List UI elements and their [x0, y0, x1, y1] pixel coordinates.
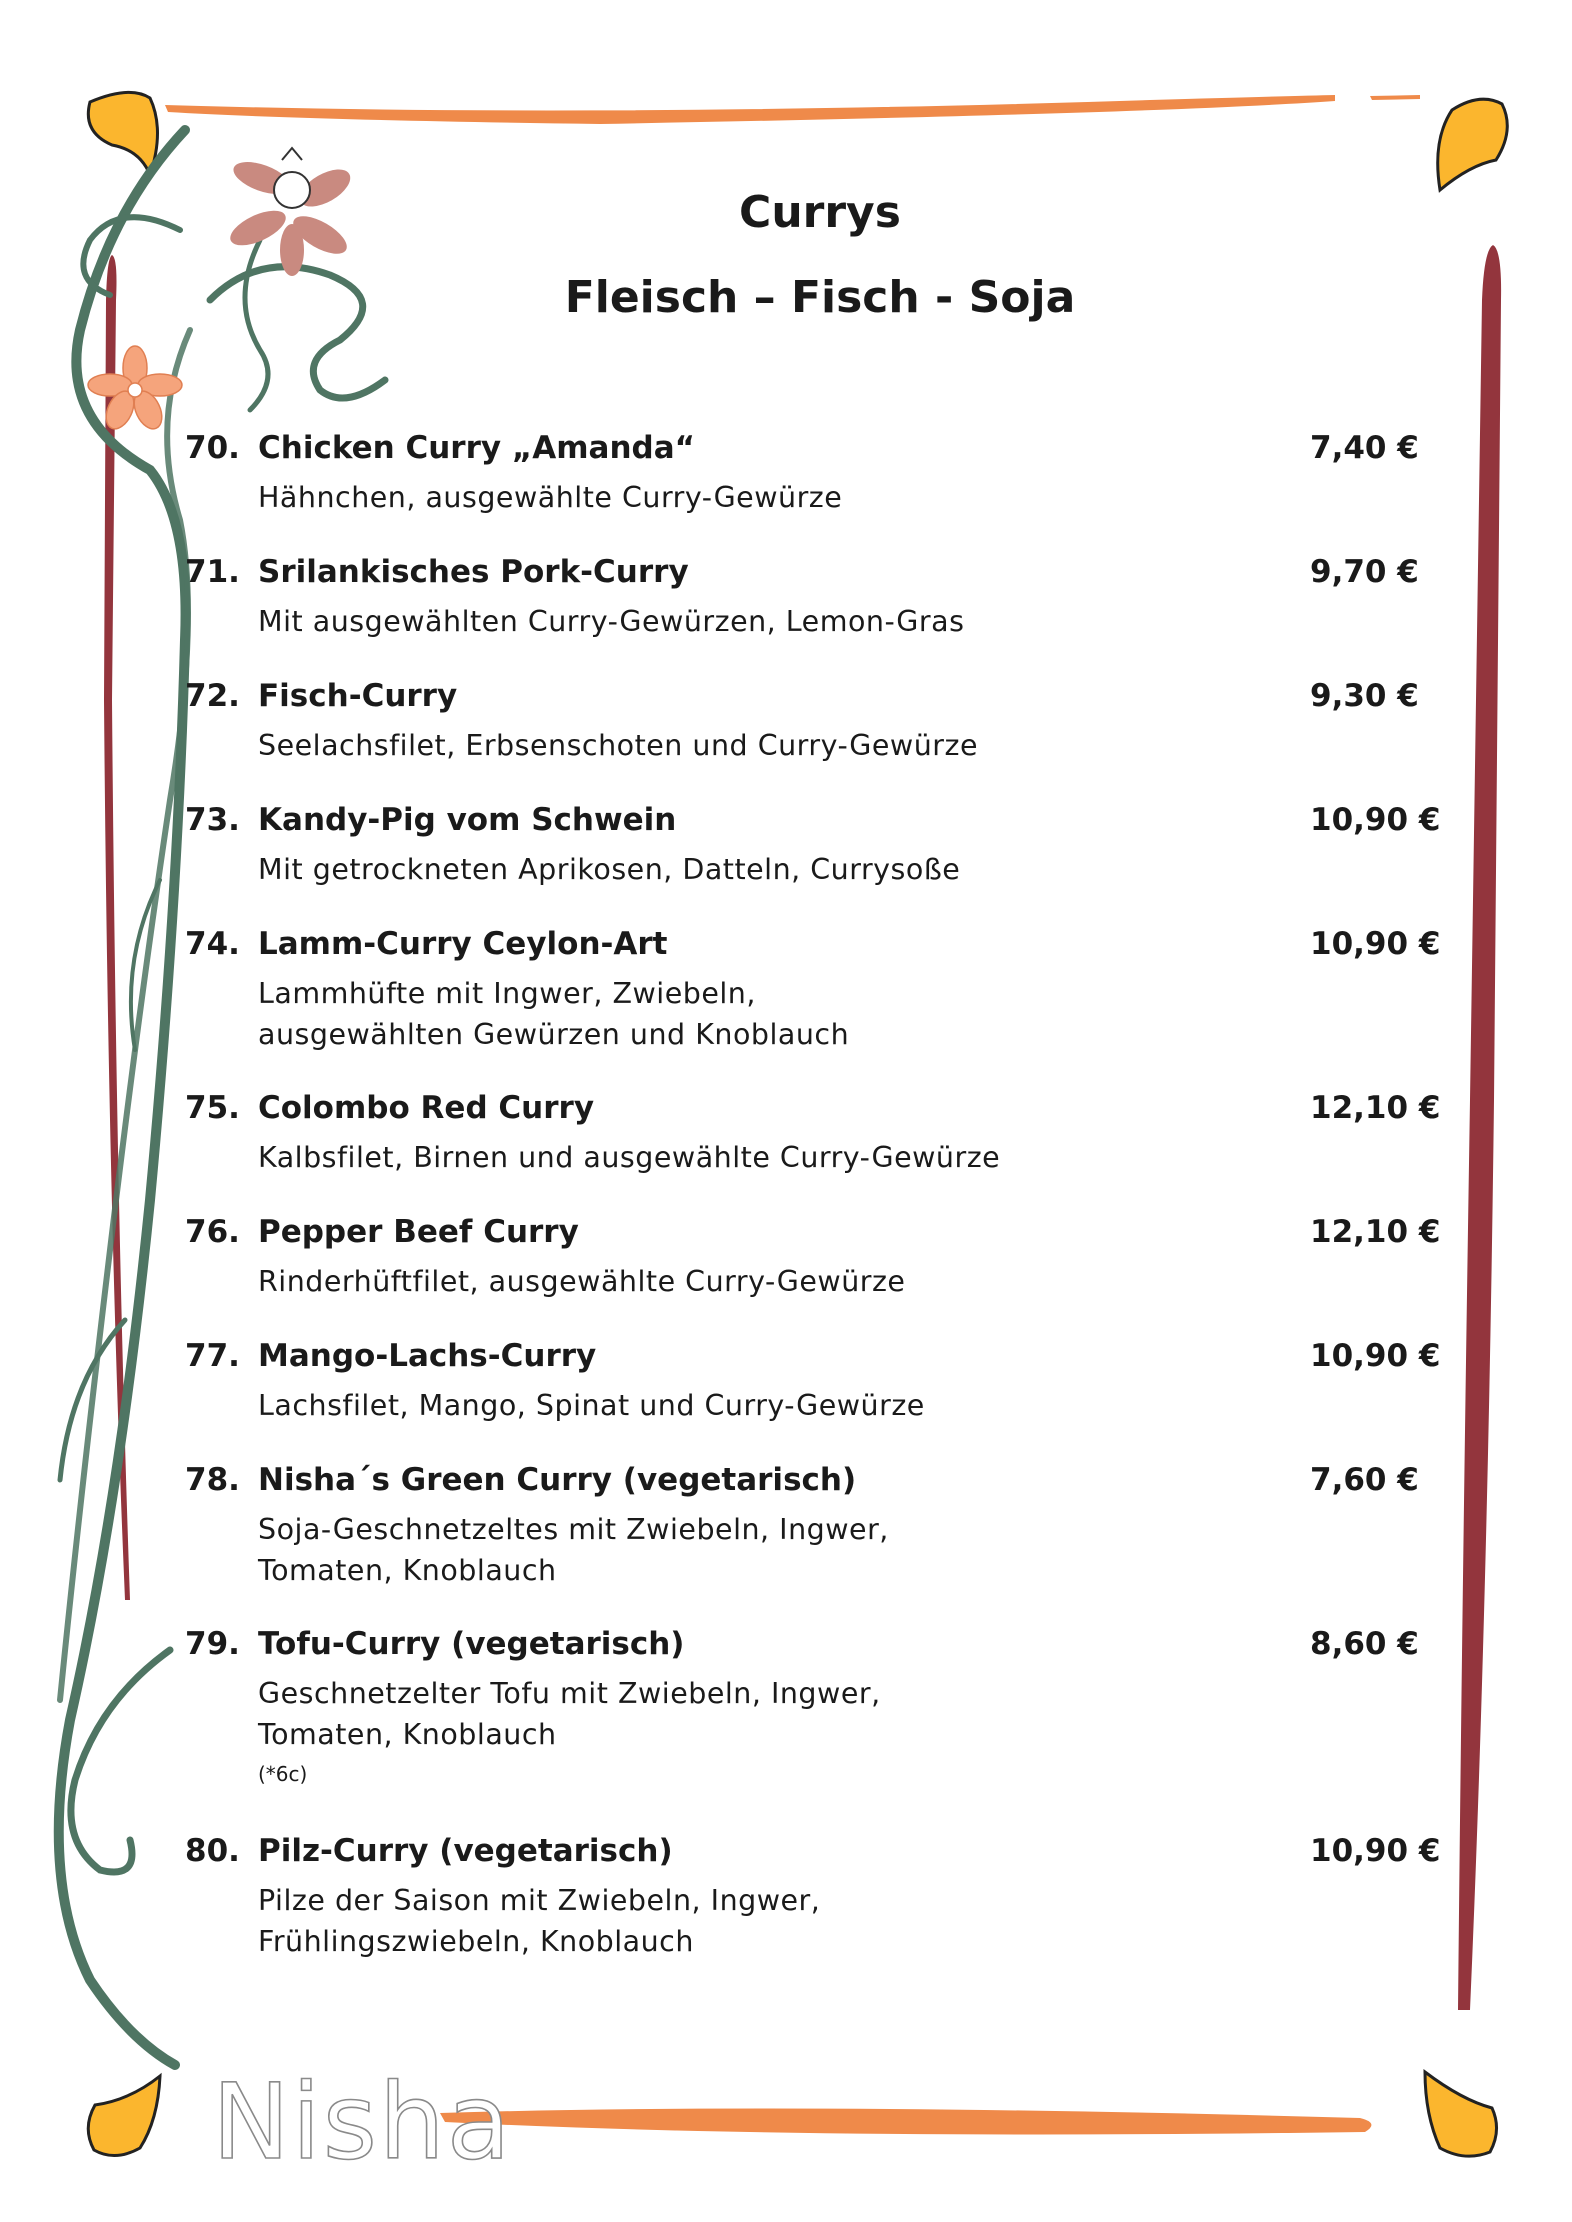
menu-item-header	[185, 554, 1455, 598]
menu-item-description-line: Tomaten, Knoblauch	[258, 1718, 557, 1751]
menu-item-description	[258, 849, 1455, 890]
menu-item-description	[258, 1509, 1455, 1591]
menu-item-description-line: Seelachsfilet, Erbsenschoten und Curry-Gewürze	[258, 729, 978, 762]
menu-item-description	[258, 725, 1455, 766]
menu-item-number: 80.	[185, 1833, 240, 1869]
menu-item-description	[258, 1880, 1455, 1962]
menu-title: Currys	[739, 187, 901, 238]
menu-item-description	[258, 477, 1455, 518]
menu-item-price: 8,60 €	[1310, 1626, 1419, 1662]
menu-item-header	[185, 1462, 1455, 1506]
menu-item-number: 72.	[185, 678, 240, 714]
menu-item-description-line: Geschnetzelter Tofu mit Zwiebeln, Ingwer,	[258, 1677, 881, 1710]
menu-item-number: 71.	[185, 554, 240, 590]
menu-item-number: 76.	[185, 1214, 240, 1250]
menu-item-header	[185, 1090, 1455, 1134]
menu-item-description-line: Rinderhüftfilet, ausgewählte Curry-Gewürze	[258, 1265, 906, 1298]
menu-item-description-line: Tomaten, Knoblauch	[258, 1554, 557, 1587]
menu-item-description-line: Hähnchen, ausgewählte Curry-Gewürze	[258, 481, 843, 514]
menu-item-price: 10,90 €	[1310, 1338, 1441, 1374]
menu-item-name: Colombo Red Curry	[258, 1090, 595, 1126]
menu-item-header	[185, 678, 1455, 722]
menu-item-description	[258, 1261, 1455, 1302]
menu-item-price: 7,60 €	[1310, 1462, 1419, 1498]
menu-item-price: 9,70 €	[1310, 554, 1419, 590]
menu-item-price: 12,10 €	[1310, 1214, 1441, 1250]
menu-item-description-line: Lammhüfte mit Ingwer, Zwiebeln,	[258, 977, 756, 1010]
menu-item-name: Srilankisches Pork-Curry	[258, 554, 689, 590]
menu-item-description-line: Pilze der Saison mit Zwiebeln, Ingwer,	[258, 1884, 821, 1917]
menu-item-description-line: Lachsfilet, Mango, Spinat und Curry-Gewürze	[258, 1389, 925, 1422]
menu-item-price: 12,10 €	[1310, 1090, 1441, 1126]
menu-item	[185, 802, 1455, 890]
menu-item-description-line: Frühlingszwiebeln, Knoblauch	[258, 1925, 694, 1958]
menu-item-header	[185, 1214, 1455, 1258]
menu-subtitle: Fleisch – Fisch - Soja	[564, 272, 1076, 323]
menu-item	[185, 1338, 1455, 1426]
menu-item-name: Fisch-Curry	[258, 678, 458, 714]
menu-item-price: 9,30 €	[1310, 678, 1419, 714]
menu-item-name: Chicken Curry „Amanda“	[258, 430, 696, 466]
menu-item	[185, 678, 1455, 766]
menu-item-header	[185, 1833, 1455, 1877]
menu-item-name: Tofu-Curry (vegetarisch)	[258, 1626, 685, 1662]
menu-item-description-line: Kalbsfilet, Birnen und ausgewählte Curry-Gewürze	[258, 1141, 1001, 1174]
menu-item-header	[185, 926, 1455, 970]
menu-item-name: Nisha´s Green Curry (vegetarisch)	[258, 1462, 857, 1498]
menu-item-number: 73.	[185, 802, 240, 838]
menu-item-description	[258, 1385, 1455, 1426]
menu-item-price: 10,90 €	[1310, 926, 1441, 962]
menu-item	[185, 430, 1455, 518]
menu-item	[185, 1462, 1455, 1591]
menu-item-price: 10,90 €	[1310, 1833, 1441, 1869]
menu-item-name: Pepper Beef Curry	[258, 1214, 579, 1250]
menu-item-header	[185, 430, 1455, 474]
menu-item-name: Kandy-Pig vom Schwein	[258, 802, 677, 838]
menu-item-number: 79.	[185, 1626, 240, 1662]
menu-item-name: Lamm-Curry Ceylon-Art	[258, 926, 668, 962]
menu-item-description-line: Soja-Geschnetzeltes mit Zwiebeln, Ingwer,	[258, 1513, 889, 1546]
menu-item	[185, 1090, 1455, 1178]
menu-item-number: 70.	[185, 430, 240, 466]
menu-item	[185, 1626, 1455, 1787]
menu-item-description	[258, 601, 1455, 642]
nisha-logo: Nisha	[212, 2061, 513, 2183]
menu-item-description-line: Mit getrockneten Aprikosen, Datteln, Currysoße	[258, 853, 961, 886]
menu-item-number: 75.	[185, 1090, 240, 1126]
menu-item-description	[258, 1673, 1455, 1755]
menu-item-header	[185, 1626, 1455, 1670]
menu-item	[185, 554, 1455, 642]
menu-item	[185, 1833, 1455, 1962]
menu-item-name: Mango-Lachs-Curry	[258, 1338, 597, 1374]
menu-item-description-line: Mit ausgewählten Curry-Gewürzen, Lemon-Gras	[258, 605, 965, 638]
menu-item-number: 74.	[185, 926, 240, 962]
menu-item-number: 77.	[185, 1338, 240, 1374]
menu-item-price: 10,90 €	[1310, 802, 1441, 838]
menu-item	[185, 1214, 1455, 1302]
menu-item-price: 7,40 €	[1310, 430, 1419, 466]
menu-item-description-line: ausgewählten Gewürzen und Knoblauch	[258, 1018, 850, 1051]
menu-item-name: Pilz-Curry (vegetarisch)	[258, 1833, 673, 1869]
menu-item-header	[185, 802, 1455, 846]
menu-item-number: 78.	[185, 1462, 240, 1498]
menu-item-description	[258, 973, 1455, 1055]
menu-item	[185, 926, 1455, 1055]
menu-item-note: (*6c)	[258, 1762, 308, 1786]
menu-item-header	[185, 1338, 1455, 1382]
menu-item-description	[258, 1137, 1455, 1178]
